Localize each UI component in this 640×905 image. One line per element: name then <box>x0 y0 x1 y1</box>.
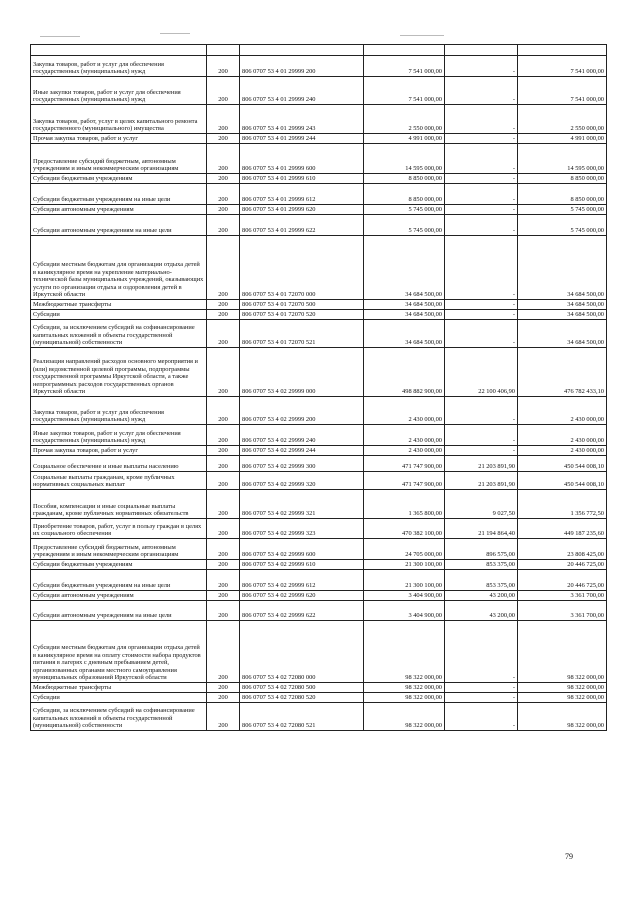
row-classification: 806 0707 53 4 02 72080 500 <box>240 683 364 693</box>
table-row <box>31 397 607 425</box>
row-name: Межбюджетные трансферты <box>31 683 207 693</box>
row-approved-amount: 34 684 500,00 <box>364 320 445 348</box>
row-code: 200 <box>207 184 240 205</box>
page-number: 79 <box>565 852 573 861</box>
row-name: Субсидии автономным учреждениям <box>31 591 207 601</box>
table-row <box>31 621 607 683</box>
row-approved-amount: 34 684 500,00 <box>364 236 445 300</box>
row-classification: 806 0707 53 4 02 29999 600 <box>240 539 364 560</box>
table-row <box>31 490 607 519</box>
row-name: Субсидии <box>31 693 207 703</box>
row-change-amount: 43 200,00 <box>445 601 518 621</box>
row-name: Реализация направлений расходов основного мероприятия и (или) ведомственной целевой программы, подпрограммы государственной программы Иркутской области, а также непрограммных расходов государственных органов Иркутской области <box>31 348 207 397</box>
row-name: Субсидии бюджетным учреждениям <box>31 560 207 570</box>
row-classification: 806 0707 53 4 02 29999 244 <box>240 446 364 456</box>
row-code: 200 <box>207 300 240 310</box>
row-approved-amount: 498 882 900,00 <box>364 348 445 397</box>
table-row <box>31 519 607 539</box>
row-code: 200 <box>207 456 240 472</box>
row-total-amount: 8 850 000,00 <box>518 174 607 184</box>
row-approved-amount <box>364 45 445 56</box>
row-classification: 806 0707 53 4 01 72070 521 <box>240 320 364 348</box>
row-change-amount: - <box>445 693 518 703</box>
row-classification: 806 0707 53 4 02 29999 200 <box>240 397 364 425</box>
row-classification <box>240 45 364 56</box>
row-name: Предоставление субсидий бюджетным, автономным учреждениям и иным некоммерческим организациям <box>31 144 207 174</box>
row-total-amount: 34 684 500,00 <box>518 300 607 310</box>
row-name: Пособия, компенсации и иные социальные выплаты гражданам, кроме публичных нормативных обязательств <box>31 490 207 519</box>
table-row <box>31 348 607 397</box>
row-total-amount: 4 991 000,00 <box>518 134 607 144</box>
table-row <box>31 456 607 472</box>
row-approved-amount: 2 430 000,00 <box>364 397 445 425</box>
row-classification: 806 0707 53 4 02 29999 321 <box>240 490 364 519</box>
row-classification: 806 0707 53 4 01 72070 500 <box>240 300 364 310</box>
row-code: 200 <box>207 601 240 621</box>
scan-artifacts <box>0 0 640 40</box>
row-code: 200 <box>207 621 240 683</box>
row-change-amount: - <box>445 205 518 215</box>
row-change-amount: - <box>445 397 518 425</box>
row-approved-amount: 14 595 000,00 <box>364 144 445 174</box>
row-total-amount: 20 446 725,00 <box>518 560 607 570</box>
row-name: Субсидии, за исключением субсидий на софинансирование капитальных вложений в объекты государственной (муниципальной) собственности <box>31 320 207 348</box>
row-total-amount: 98 322 000,00 <box>518 683 607 693</box>
row-change-amount: - <box>445 703 518 731</box>
row-approved-amount: 21 300 100,00 <box>364 560 445 570</box>
row-total-amount: 449 187 235,60 <box>518 519 607 539</box>
row-classification: 806 0707 53 4 01 29999 243 <box>240 105 364 134</box>
row-code: 200 <box>207 215 240 236</box>
row-code: 200 <box>207 348 240 397</box>
table-row <box>31 205 607 215</box>
table-row <box>31 215 607 236</box>
row-name: Субсидии автономным учреждениям на иные цели <box>31 215 207 236</box>
row-total-amount: 2 430 000,00 <box>518 425 607 446</box>
table-row <box>31 683 607 693</box>
row-name: Закупка товаров, работ, услуг в целях капитального ремонта государственного (муниципального) имущества <box>31 105 207 134</box>
row-approved-amount: 1 365 800,00 <box>364 490 445 519</box>
row-change-amount: - <box>445 56 518 77</box>
scan-mark <box>160 33 190 34</box>
row-classification: 806 0707 53 4 01 29999 244 <box>240 134 364 144</box>
row-approved-amount: 98 322 000,00 <box>364 621 445 683</box>
table-row <box>31 56 607 77</box>
row-change-amount: 853 375,00 <box>445 560 518 570</box>
row-name: Прочая закупка товаров, работ и услуг <box>31 134 207 144</box>
row-code: 200 <box>207 56 240 77</box>
row-approved-amount: 471 747 900,00 <box>364 472 445 490</box>
row-classification: 806 0707 53 4 02 29999 610 <box>240 560 364 570</box>
row-change-amount: - <box>445 425 518 446</box>
row-code: 200 <box>207 570 240 591</box>
row-code: 200 <box>207 236 240 300</box>
row-approved-amount: 3 404 900,00 <box>364 601 445 621</box>
row-total-amount: 23 808 425,00 <box>518 539 607 560</box>
row-classification: 806 0707 53 4 01 29999 200 <box>240 56 364 77</box>
row-code: 200 <box>207 560 240 570</box>
table-row <box>31 300 607 310</box>
row-code: 200 <box>207 320 240 348</box>
row-total-amount: 3 361 700,00 <box>518 601 607 621</box>
row-change-amount: - <box>445 105 518 134</box>
row-approved-amount: 21 300 100,00 <box>364 570 445 591</box>
row-total-amount: 34 684 500,00 <box>518 310 607 320</box>
row-classification: 806 0707 53 4 01 29999 610 <box>240 174 364 184</box>
row-classification: 806 0707 53 4 02 29999 612 <box>240 570 364 591</box>
row-classification: 806 0707 53 4 01 29999 600 <box>240 144 364 174</box>
row-classification: 806 0707 53 4 02 29999 000 <box>240 348 364 397</box>
row-classification: 806 0707 53 4 02 29999 300 <box>240 456 364 472</box>
row-change-amount: - <box>445 77 518 105</box>
row-classification: 806 0707 53 4 01 29999 612 <box>240 184 364 205</box>
row-change-amount: - <box>445 215 518 236</box>
row-change-amount: - <box>445 300 518 310</box>
row-total-amount: 7 541 000,00 <box>518 56 607 77</box>
row-total-amount: 450 544 008,10 <box>518 472 607 490</box>
table-row <box>31 144 607 174</box>
row-approved-amount: 8 850 000,00 <box>364 184 445 205</box>
row-code: 200 <box>207 591 240 601</box>
row-total-amount: 2 430 000,00 <box>518 397 607 425</box>
row-approved-amount: 7 541 000,00 <box>364 77 445 105</box>
row-classification: 806 0707 53 4 02 72080 000 <box>240 621 364 683</box>
row-name: Прочая закупка товаров, работ и услуг <box>31 446 207 456</box>
row-change-amount: - <box>445 446 518 456</box>
table-row <box>31 236 607 300</box>
row-change-amount: - <box>445 320 518 348</box>
row-approved-amount: 5 745 000,00 <box>364 205 445 215</box>
row-name: Социальное обеспечение и иные выплаты населению <box>31 456 207 472</box>
row-approved-amount: 34 684 500,00 <box>364 310 445 320</box>
scan-mark <box>40 36 80 37</box>
row-name: Иные закупки товаров, работ и услуг для обеспечения государственных (муниципальных) нужд <box>31 77 207 105</box>
row-classification: 806 0707 53 4 02 29999 320 <box>240 472 364 490</box>
row-total-amount: 7 541 000,00 <box>518 77 607 105</box>
row-total-amount: 5 745 000,00 <box>518 215 607 236</box>
row-code: 200 <box>207 446 240 456</box>
row-change-amount: - <box>445 310 518 320</box>
row-classification: 806 0707 53 4 01 72070 520 <box>240 310 364 320</box>
table-row <box>31 703 607 731</box>
row-approved-amount: 5 745 000,00 <box>364 215 445 236</box>
row-name <box>31 45 207 56</box>
table-row <box>31 320 607 348</box>
row-name: Субсидии бюджетным учреждениям на иные цели <box>31 570 207 591</box>
row-name: Социальные выплаты гражданам, кроме публичных нормативных социальных выплат <box>31 472 207 490</box>
row-name: Субсидии местным бюджетам для организации отдыха детей в каникулярное время на укрепление материально-технической базы муниципальных учреждений, оказывающих услуги по организации отдыха и оздоровления детей в Иркутской области <box>31 236 207 300</box>
row-code: 200 <box>207 134 240 144</box>
row-total-amount: 14 595 000,00 <box>518 144 607 174</box>
row-total-amount: 2 430 000,00 <box>518 446 607 456</box>
table-row <box>31 539 607 560</box>
row-name: Закупка товаров, работ и услуг для обеспечения государственных (муниципальных) нужд <box>31 56 207 77</box>
row-change-amount: - <box>445 134 518 144</box>
row-classification: 806 0707 53 4 02 29999 620 <box>240 591 364 601</box>
row-approved-amount: 98 322 000,00 <box>364 693 445 703</box>
row-approved-amount: 4 991 000,00 <box>364 134 445 144</box>
row-approved-amount: 2 430 000,00 <box>364 425 445 446</box>
table-row <box>31 105 607 134</box>
row-change-amount: - <box>445 184 518 205</box>
row-name: Субсидии, за исключением субсидий на софинансирование капитальных вложений в объекты государственной (муниципальной) собственности <box>31 703 207 731</box>
row-code: 200 <box>207 310 240 320</box>
row-total-amount: 8 850 000,00 <box>518 184 607 205</box>
table-row <box>31 570 607 591</box>
row-total-amount: 98 322 000,00 <box>518 621 607 683</box>
row-total-amount: 2 550 000,00 <box>518 105 607 134</box>
table-row <box>31 184 607 205</box>
row-name: Субсидии автономным учреждениям <box>31 205 207 215</box>
table-row <box>31 425 607 446</box>
row-total-amount: 98 322 000,00 <box>518 693 607 703</box>
table-row <box>31 45 607 56</box>
row-change-amount: 21 203 891,90 <box>445 456 518 472</box>
scan-mark <box>400 35 444 36</box>
table-row <box>31 591 607 601</box>
row-classification: 806 0707 53 4 01 29999 240 <box>240 77 364 105</box>
row-code: 200 <box>207 397 240 425</box>
row-change-amount: 896 575,00 <box>445 539 518 560</box>
row-name: Предоставление субсидий бюджетным, автономным учреждениям и иным некоммерческим организациям <box>31 539 207 560</box>
row-total-amount: 3 361 700,00 <box>518 591 607 601</box>
row-name: Иные закупки товаров, работ и услуг для обеспечения государственных (муниципальных) нужд <box>31 425 207 446</box>
row-code: 200 <box>207 519 240 539</box>
row-change-amount: 21 194 864,40 <box>445 519 518 539</box>
row-total-amount: 5 745 000,00 <box>518 205 607 215</box>
budget-table <box>30 44 607 731</box>
row-classification: 806 0707 53 4 01 29999 622 <box>240 215 364 236</box>
row-change-amount: 21 203 891,90 <box>445 472 518 490</box>
row-name: Субсидии автономным учреждениям на иные цели <box>31 601 207 621</box>
row-name: Субсидии <box>31 310 207 320</box>
row-code: 200 <box>207 472 240 490</box>
row-name: Субсидии бюджетным учреждениям на иные цели <box>31 184 207 205</box>
row-approved-amount: 7 541 000,00 <box>364 56 445 77</box>
row-code: 200 <box>207 693 240 703</box>
row-code: 200 <box>207 490 240 519</box>
row-code: 200 <box>207 425 240 446</box>
row-code: 200 <box>207 205 240 215</box>
row-classification: 806 0707 53 4 01 72070 000 <box>240 236 364 300</box>
row-total-amount <box>518 45 607 56</box>
row-approved-amount: 3 404 900,00 <box>364 591 445 601</box>
row-code: 200 <box>207 77 240 105</box>
table-row <box>31 560 607 570</box>
row-approved-amount: 8 850 000,00 <box>364 174 445 184</box>
row-name: Приобретение товаров, работ, услуг в пользу граждан в целях их социального обеспечения <box>31 519 207 539</box>
row-change-amount: - <box>445 621 518 683</box>
table-row <box>31 310 607 320</box>
table-row <box>31 601 607 621</box>
table-row <box>31 174 607 184</box>
row-approved-amount: 98 322 000,00 <box>364 683 445 693</box>
row-change-amount: - <box>445 144 518 174</box>
row-change-amount: 853 375,00 <box>445 570 518 591</box>
table-row <box>31 134 607 144</box>
row-approved-amount: 24 705 000,00 <box>364 539 445 560</box>
row-change-amount: - <box>445 683 518 693</box>
row-code: 200 <box>207 539 240 560</box>
row-total-amount: 34 684 500,00 <box>518 320 607 348</box>
row-change-amount: 9 027,50 <box>445 490 518 519</box>
table-row <box>31 693 607 703</box>
row-approved-amount: 98 322 000,00 <box>364 703 445 731</box>
row-classification: 806 0707 53 4 02 29999 622 <box>240 601 364 621</box>
row-change-amount <box>445 45 518 56</box>
row-change-amount: 43 200,00 <box>445 591 518 601</box>
row-code: 200 <box>207 703 240 731</box>
row-name: Закупка товаров, работ и услуг для обеспечения государственных (муниципальных) нужд <box>31 397 207 425</box>
table-row <box>31 446 607 456</box>
table-row <box>31 77 607 105</box>
row-approved-amount: 2 430 000,00 <box>364 446 445 456</box>
row-code: 200 <box>207 683 240 693</box>
row-approved-amount: 470 382 100,00 <box>364 519 445 539</box>
row-total-amount: 476 782 433,10 <box>518 348 607 397</box>
row-change-amount: - <box>445 236 518 300</box>
row-code: 200 <box>207 174 240 184</box>
row-approved-amount: 34 684 500,00 <box>364 300 445 310</box>
budget-table-body <box>31 45 607 731</box>
row-code: 200 <box>207 105 240 134</box>
row-code <box>207 45 240 56</box>
row-approved-amount: 2 550 000,00 <box>364 105 445 134</box>
row-total-amount: 450 544 008,10 <box>518 456 607 472</box>
row-total-amount: 34 684 500,00 <box>518 236 607 300</box>
row-total-amount: 98 322 000,00 <box>518 703 607 731</box>
table-row <box>31 472 607 490</box>
row-classification: 806 0707 53 4 02 29999 323 <box>240 519 364 539</box>
row-change-amount: - <box>445 174 518 184</box>
row-classification: 806 0707 53 4 02 72080 521 <box>240 703 364 731</box>
row-name: Субсидии бюджетным учреждениям <box>31 174 207 184</box>
row-classification: 806 0707 53 4 02 29999 240 <box>240 425 364 446</box>
row-approved-amount: 471 747 900,00 <box>364 456 445 472</box>
row-name: Межбюджетные трансферты <box>31 300 207 310</box>
row-name: Субсидии местным бюджетам для организации отдыха детей в каникулярное время на оплату стоимости набора продуктов питания в лагерях с дневным пребыванием детей, организованных органами местного самоуправления муниципальных образований Иркутской области <box>31 621 207 683</box>
row-classification: 806 0707 53 4 02 72080 520 <box>240 693 364 703</box>
row-change-amount: 22 100 406,90 <box>445 348 518 397</box>
row-classification: 806 0707 53 4 01 29999 620 <box>240 205 364 215</box>
row-code: 200 <box>207 144 240 174</box>
row-total-amount: 1 356 772,50 <box>518 490 607 519</box>
row-total-amount: 20 446 725,00 <box>518 570 607 591</box>
